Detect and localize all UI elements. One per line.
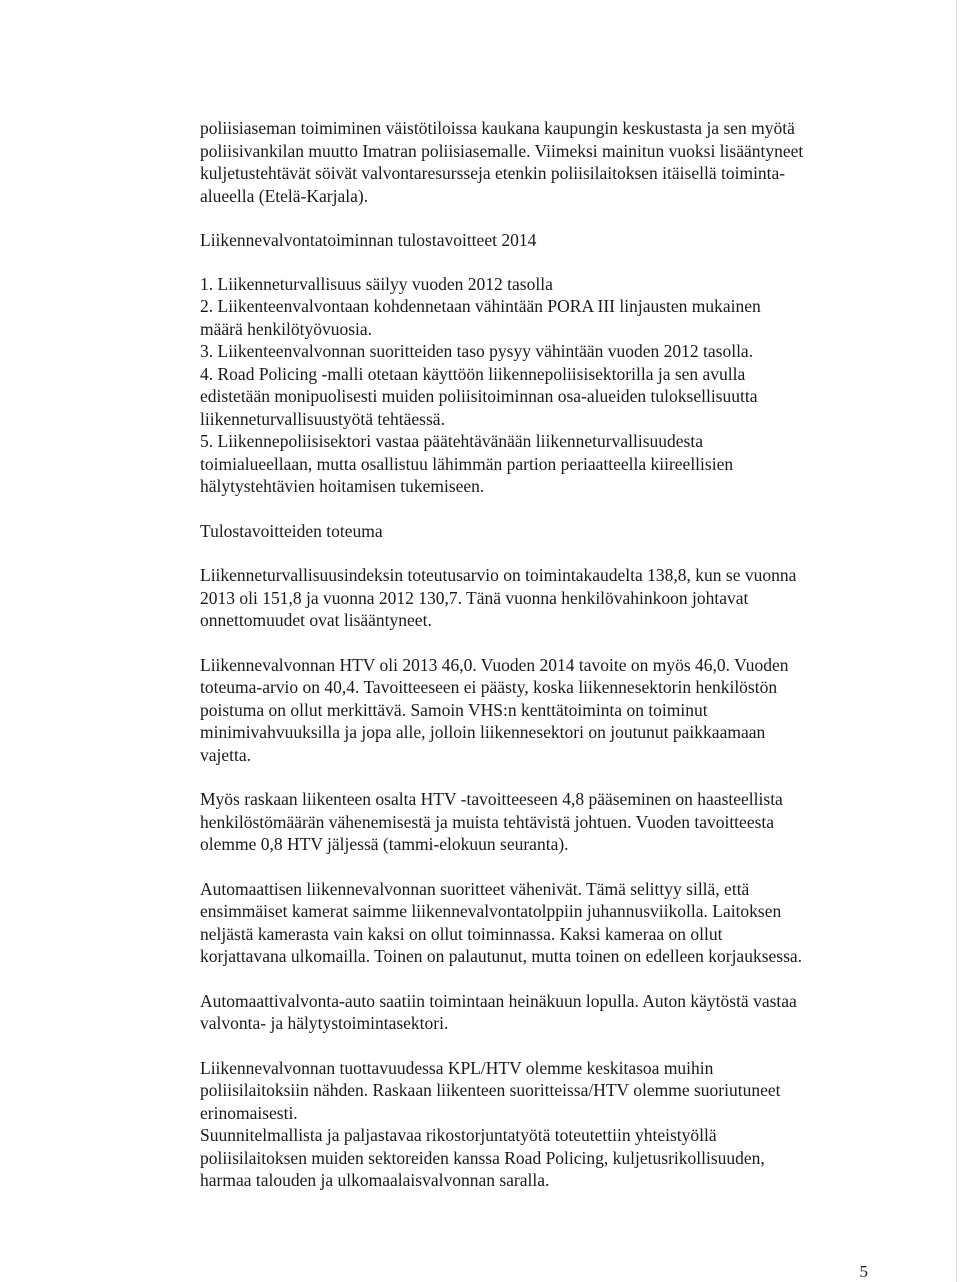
results-paragraph-1: Liikenneturvallisuusindeksin toteutusarvio on toimintakaudelta 138,8, kun se vuonna 2013 oli 151,8 ja vuonna 2012 130,7. Tänä vuonna henkilövahinkoon johtavat onnettomuudet ovat lisääntyneet.: [200, 565, 797, 630]
page-edge-line: [956, 0, 957, 1282]
results-paragraph-2: Liikennevalvonnan HTV oli 2013 46,0. Vuoden 2014 tavoite on myös 46,0. Vuoden toteuma-arvio on 40,4. Tavoitteeseen ei päästy, koska liikennesektorin henkilöstön poistuma on ollut merkittävä. Samoin VHS:n kenttätoiminta on toiminut minimivahvuuksilla ja jopa alle, jolloin liikennesektori on joutunut paikkaamaan vajetta.: [200, 654, 789, 765]
page-content: [200, 117, 860, 1192]
goal-item-2: 2. Liikenteenvalvontaan kohdennetaan vähintään PORA III linjausten mukainen määrä henkilötyövuosia.: [200, 296, 761, 339]
goal-item-3: 3. Liikenteenvalvonnan suoritteiden taso pysyy vähintään vuoden 2012 tasolla.: [200, 341, 754, 361]
goal-item-4: 4. Road Policing -malli otetaan käyttöön liikennepoliisisektorilla ja sen avulla edistetään monipuolisesti muiden poliisitoiminnan osa-alueiden tuloksellisuutta liikenneturvallisuustyötä tehtäessä.: [200, 363, 758, 429]
results-heading: Tulostavoitteiden toteuma: [200, 520, 383, 541]
goals-list: [200, 273, 860, 498]
results-paragraph-6: Liikennevalvonnan tuottavuudessa KPL/HTV olemme keskitasoa muihin poliisilaitoksiin nähden. Raskaan liikenteen suoritteissa/HTV olemme suoriutuneet erinomaisesti.: [200, 1057, 781, 1123]
results-paragraph-4: Automaattisen liikennevalvonnan suoritteet vähenivät. Tämä selittyy sillä, että ensimmäiset kamerat saimme liikennevalvontatolppiin juhannusviikolla. Laitoksen neljästä kamerasta vain kaksi on ollut toiminnassa. Kaksi kameraa on ollut korjattavana ulkomailla. Toinen on palautunut, mutta toinen on edelleen korjauksessa.: [200, 878, 803, 966]
goal-item-5: 5. Liikennepoliisisektori vastaa päätehtävänään liikenneturvallisuudesta toimialueellaan, mutta osallistuu lähimmän partion periaatteella kiireellisien hälytystehtävien hoitamisen tukemiseen.: [200, 431, 734, 496]
goals-heading: Liikennevalvontatoiminnan tulostavoitteet 2014: [200, 230, 537, 250]
results-paragraph-7: Suunnitelmallista ja paljastavaa rikostorjuntatyötä toteutettiin yhteistyöllä poliisilaitoksen muiden sektoreiden kanssa Road Policing, kuljetusrikollisuuden, harmaa talouden ja ulkomaalaisvalvonnan saralla.: [200, 1125, 765, 1190]
goal-item-1: 1. Liikenneturvallisuus säilyy vuoden 2012 tasolla: [200, 273, 553, 294]
results-paragraph-3: Myös raskaan liikenteen osalta HTV -tavoitteeseen 4,8 pääseminen on haasteellista henkilöstömäärän vähenemisestä ja muista tehtävistä johtuen. Vuoden tavoitteesta olemme 0,8 HTV jäljessä (tammi-elokuun seuranta).: [200, 789, 783, 854]
page-number: 5: [859, 1262, 868, 1281]
results-paragraph-5: Automaattivalvonta-auto saatiin toimintaan heinäkuun lopulla. Auton käytöstä vastaa valvonta- ja hälytystoimintasektori.: [200, 990, 797, 1033]
intro-paragraph: poliisiaseman toimiminen väistötiloissa kaukana kaupungin keskustasta ja sen myötä poliisivankilan muutto Imatran poliisiasemalle. Viimeksi mainitun vuoksi lisääntyneet kuljetustehtävät söivät valvontaresursseja etenkin poliisilaitoksen itäisellä toiminta- alueella (Etelä-Karjala).: [200, 118, 804, 206]
